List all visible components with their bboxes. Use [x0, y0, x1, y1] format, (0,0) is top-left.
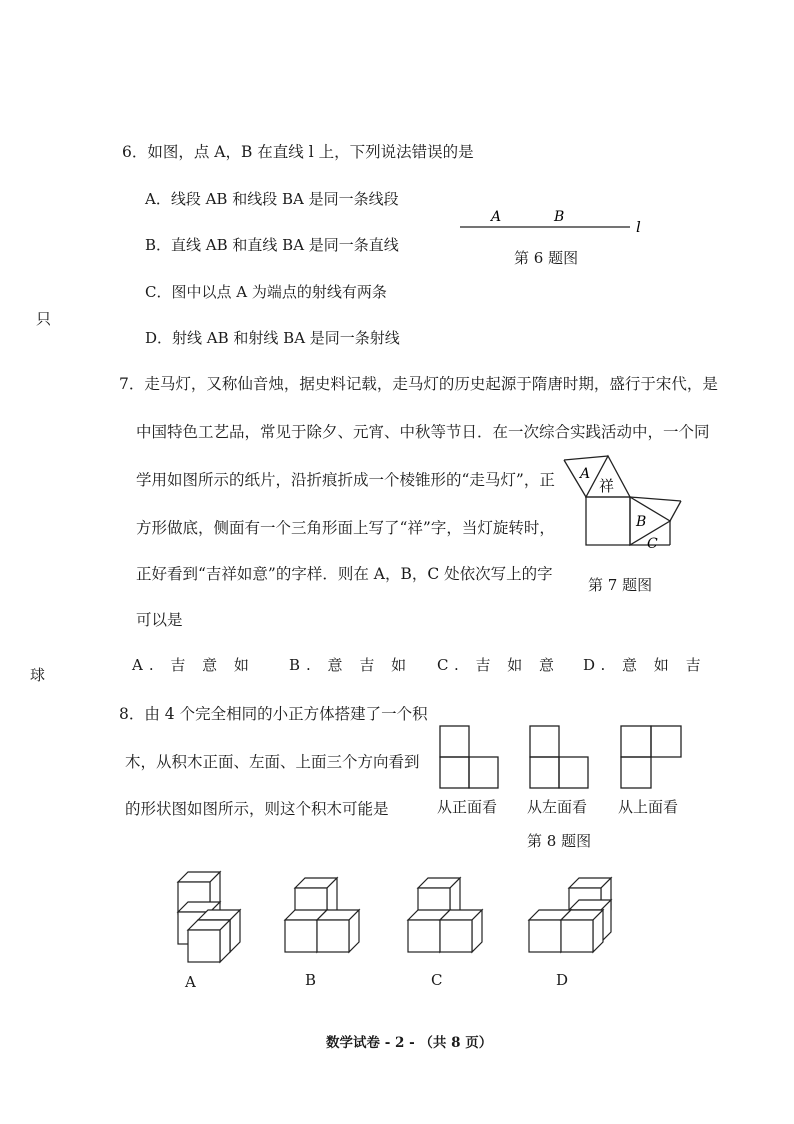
q8-view-top: 从上面看: [618, 798, 679, 816]
net-label-b: B: [636, 514, 647, 530]
q8-choice-label-d: D: [556, 971, 569, 989]
q7-choice-a: A. 吉 意 如: [132, 656, 255, 674]
q7-choice-d: D. 意 如 吉: [583, 656, 707, 674]
q7-line-4: 方形做底，侧面有一个三角形面上写了“祥”字，当灯旋转时，: [136, 519, 555, 537]
q7-line-2: 中国特色工艺品，常见于除夕、元宵、中秋等节日．在一次综合实践活动中，一个同: [136, 423, 710, 441]
choice-d-blocks: [529, 878, 611, 952]
q8-choice-label-a: A: [185, 973, 196, 991]
q8-choice-label-c: C: [431, 971, 443, 989]
q6-figure: [455, 205, 655, 241]
q7-net-figure: [560, 456, 700, 556]
q7-line-1: 7．走马灯，又称仙音烛，据史料记载，走马灯的历史起源于隋唐时期，盛行于宋代，是: [119, 375, 718, 393]
point-b-label: B: [554, 209, 565, 225]
q7-caption: 第 7 题图: [588, 576, 653, 594]
q7-choice-c: C. 吉 如 意: [437, 656, 561, 674]
q7-line-6: 可以是: [136, 611, 183, 629]
margin-mark-2: 球: [30, 666, 46, 684]
q6-stem: 6．如图，点 A，B 在直线 l 上，下列说法错误的是: [122, 143, 474, 161]
q8-caption: 第 8 题图: [527, 832, 592, 850]
line-l-label: l: [636, 218, 641, 236]
q7-choice-b: B. 意 吉 如: [289, 656, 413, 674]
q6-option-d: D．射线 AB 和射线 BA 是同一条射线: [145, 329, 400, 347]
q7-line-3: 学用如图所示的纸片，沿折痕折成一个棱锥形的“走马灯”，正: [136, 471, 555, 489]
q8-line-1: 8．由 4 个完全相同的小正方体搭建了一个积: [119, 705, 428, 723]
q8-view-front: 从正面看: [437, 798, 498, 816]
margin-mark-1: 只: [36, 310, 52, 328]
net-label-xiang: 祥: [599, 477, 615, 495]
q7-line-5: 正好看到“吉祥如意”的字样．则在 A，B，C 处依次写上的字: [136, 565, 553, 583]
q8-view-left: 从左面看: [527, 798, 588, 816]
q6-option-c: C．图中以点 A 为端点的射线有两条: [145, 283, 387, 301]
q8-choice-label-b: B: [305, 971, 317, 989]
q8-three-views: [430, 720, 700, 800]
net-label-c: C: [647, 536, 658, 552]
point-a-label: A: [491, 209, 502, 225]
q8-choice-figures: [160, 860, 620, 960]
q6-caption: 第 6 题图: [514, 249, 579, 267]
q8-line-3: 的形状图如图所示，则这个积木可能是: [125, 800, 389, 818]
choice-a-blocks: [178, 872, 240, 962]
q6-option-a: A．线段 AB 和线段 BA 是同一条线段: [145, 190, 399, 208]
net-label-a: A: [580, 466, 591, 482]
choice-c-blocks: [408, 878, 482, 952]
choice-b-blocks: [285, 878, 359, 952]
q8-line-2: 木，从积木正面、左面、上面三个方向看到: [125, 753, 420, 771]
q6-option-b: B．直线 AB 和直线 BA 是同一条直线: [145, 236, 399, 254]
page-footer: 数学试卷 - 2 - （共 8 页）: [326, 1035, 493, 1051]
